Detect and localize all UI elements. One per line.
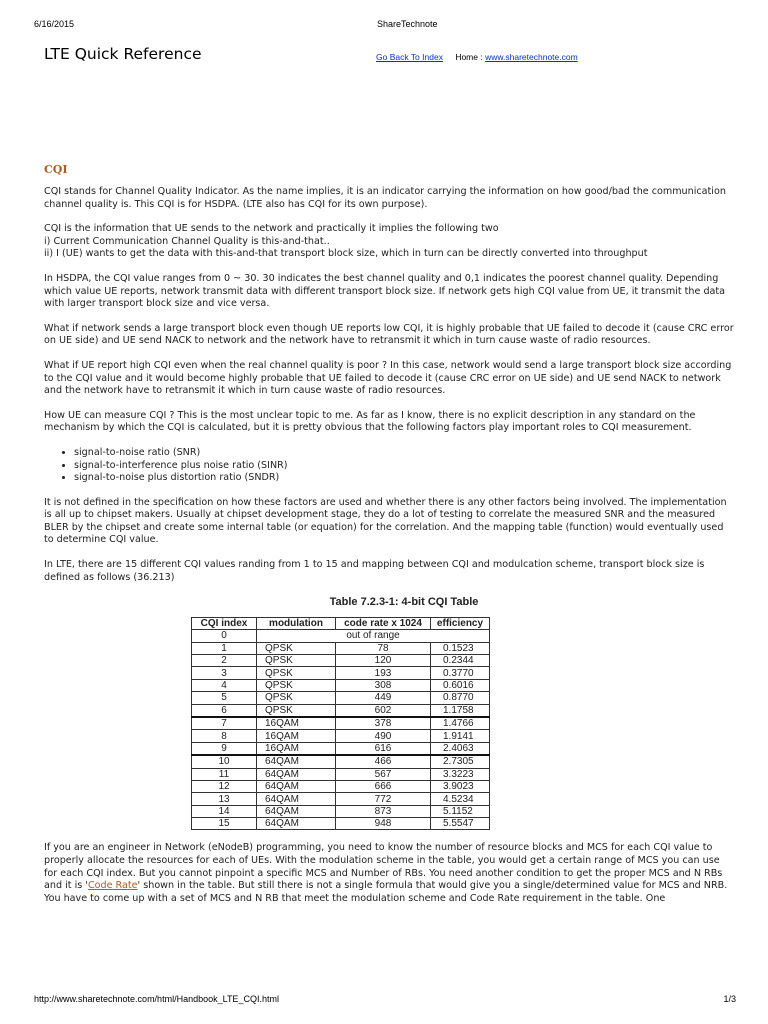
table-cell: 64QAM [257, 793, 336, 805]
paragraph-network-programming [44, 842, 734, 905]
table-cell: 449 [336, 692, 431, 704]
table-row [192, 805, 490, 817]
table-cell: 948 [336, 818, 431, 830]
table-cell: 7 [192, 717, 257, 730]
table-cell: 0 [192, 630, 257, 642]
table-cell: 9 [192, 742, 257, 755]
table-cell: 12 [192, 780, 257, 792]
table-cell: QPSK [257, 679, 336, 691]
table-cell: 3 [192, 667, 257, 679]
table-cell: 10 [192, 755, 257, 768]
table-cell: QPSK [257, 655, 336, 667]
table-cell: 4.5234 [431, 793, 490, 805]
table-cell: 3.9023 [431, 780, 490, 792]
column-header: CQI index [192, 617, 257, 629]
paragraph-lte-cqi: In LTE, there are 15 different CQI values randing from 1 to 15 and mapping between CQI and modulcation scheme, transport block size is defined as follows (36.213) [44, 559, 705, 583]
table-cell: 308 [336, 679, 431, 691]
table-cell: 873 [336, 805, 431, 817]
home-link[interactable]: www.sharetechnote.com [485, 52, 578, 62]
table-cell: 0.2344 [431, 655, 490, 667]
paragraph-implementation: It is not defined in the specification on how these factors are used and whether there is any other factors being involved. The implementation is all up to chipset makers. Usually at chipset development stage, they do a lot of testing to correlate the measured SNR and the measured BLER by the chipset and create some internal table (or equation) for the correlation. And the mapping table (function) would eventually used to determine CQI value. [44, 496, 727, 546]
table-row [192, 793, 490, 805]
table-cell: 14 [192, 805, 257, 817]
paragraph-low-cqi: What if network sends a large transport block even though UE reports low CQI, it is highly probable that UE failed to decode it (cause CRC error on UE side) and UE send NACK to network and the network have to retransmit it which in turn cause waste of radio resources. [44, 322, 734, 347]
table-cell: 2.7305 [431, 755, 490, 768]
table-cell: 1.1758 [431, 704, 490, 717]
table-row [192, 780, 490, 792]
table-row [192, 630, 490, 642]
back-to-index-link[interactable]: Go Back To Index [376, 52, 443, 62]
paragraph-implications [44, 223, 734, 261]
table-cell: 64QAM [257, 768, 336, 780]
table-cell: 120 [336, 655, 431, 667]
table-cell: 567 [336, 768, 431, 780]
page-title: LTE Quick Reference [44, 45, 202, 63]
table-cell: 8 [192, 730, 257, 742]
table-row [192, 692, 490, 704]
table-caption: Table 7.2.3-1: 4-bit CQI Table [329, 596, 479, 609]
table-row [192, 818, 490, 830]
table-cell: 616 [336, 742, 431, 755]
table-cell: 3.3223 [431, 768, 490, 780]
table-cell: 64QAM [257, 805, 336, 817]
table-cell: out of range [257, 630, 490, 642]
table-cell: 16QAM [257, 742, 336, 755]
table-cell: 0.1523 [431, 642, 490, 654]
table-cell: 0.8770 [431, 692, 490, 704]
table-row [192, 679, 490, 691]
print-footer [0, 994, 768, 1006]
table-cell: 1.9141 [431, 730, 490, 742]
text-segment: ' shown in the table. But still there is not a single formula that would give you a single/determined value for MCS and NRB. You have to come up with a set of MCS and N RB that meet the modulation scheme and Code Rate requirement in the table. One [44, 880, 728, 904]
table-header-row [192, 617, 490, 629]
paragraph-definition: CQI stands for Channel Quality Indicator. As the name implies, it is an indicator carrying the information on how good/bad the communication channel quality is. This CQI is for HSDPA. (LTE also has CQI for its own purpose). [44, 186, 726, 210]
table-row [192, 755, 490, 768]
table-cell: 64QAM [257, 780, 336, 792]
column-header: code rate x 1024 [336, 617, 431, 629]
table-cell: 2 [192, 655, 257, 667]
table-cell: 490 [336, 730, 431, 742]
table-cell: 0.3770 [431, 667, 490, 679]
table-cell: 2.4063 [431, 742, 490, 755]
table-row [192, 742, 490, 755]
table-cell: 78 [336, 642, 431, 654]
table-cell: 5 [192, 692, 257, 704]
print-header [0, 19, 768, 31]
table-cell: 193 [336, 667, 431, 679]
table-cell: 602 [336, 704, 431, 717]
table-cell: QPSK [257, 692, 336, 704]
article-body [44, 186, 734, 917]
column-header: modulation [257, 617, 336, 629]
table-cell: QPSK [257, 642, 336, 654]
table-cell: 16QAM [257, 717, 336, 730]
column-header: efficiency [431, 617, 490, 629]
cqi-table-figure [44, 596, 734, 830]
table-row [192, 642, 490, 654]
home-label: Home : [455, 52, 483, 62]
cqi-table [191, 617, 490, 831]
print-url: http://www.sharetechnote.com/html/Handbook_LTE_CQI.html [34, 994, 279, 1004]
paragraph-hsdpa-range: In HSDPA, the CQI value ranges from 0 ~ 30. 30 indicates the best channel quality and 0,1 indicates the poorest channel quality. Depending which value UE reports, network transmit data with different transport block size. If network gets high CQI value from UE, it transmit the data with larger transport block size and vice versa. [44, 272, 726, 310]
table-cell: 0.6016 [431, 679, 490, 691]
paragraph-high-cqi: What if UE report high CQI even when the real channel quality is poor ? In this case, network would send a large transport block size according to the CQI value and it would become highly probable that UE failed to decode it (cause CRC error on UE side) and UE send NACK to network and the network have to retransmit it which in turn cause waste of radio resources. [44, 359, 732, 397]
factor-list [44, 447, 734, 485]
print-date: 6/16/2015 [34, 19, 75, 29]
table-cell: 666 [336, 780, 431, 792]
table-cell: 1 [192, 642, 257, 654]
table-cell: 64QAM [257, 818, 336, 830]
table-row [192, 768, 490, 780]
table-cell: 6 [192, 704, 257, 717]
table-cell: 15 [192, 818, 257, 830]
table-cell: 5.5547 [431, 818, 490, 830]
table-cell: 378 [336, 717, 431, 730]
table-row [192, 717, 490, 730]
table-cell: 466 [336, 755, 431, 768]
table-row [192, 704, 490, 717]
text-segment: If you are an engineer in Network (eNodeB) programming, you need to know the number of resource blocks and MCS for each CQI value to properly allocate the resources for each of UEs. With the modulation scheme in the table, you would get a certain range of MCS you can use for each CQI index. But you cannot pinpoint a specific MCS and Number of RBs. You need another condition to get the proper MCS and N RBs and it is ' [44, 842, 723, 892]
top-links [376, 52, 578, 62]
table-cell: 4 [192, 679, 257, 691]
table-cell: 5.1152 [431, 805, 490, 817]
table-row [192, 667, 490, 679]
print-site-name: ShareTechnote [377, 19, 438, 29]
table-cell: QPSK [257, 704, 336, 717]
code-rate-link[interactable]: Code Rate [87, 880, 138, 892]
table-row [192, 655, 490, 667]
list-item: • signal-to-noise plus distortion ratio (SNDR) [74, 472, 734, 485]
table-cell: 772 [336, 793, 431, 805]
table-cell: 16QAM [257, 730, 336, 742]
implications-intro: CQI is the information that UE sends to the network and practically it implies the following two [44, 223, 499, 235]
table-cell: QPSK [257, 667, 336, 679]
paragraph-measurement: How UE can measure CQI ? This is the most unclear topic to me. As far as I know, there is no explicit description in any standard on the mechanism by which the CQI is calculated, but it is pretty obvious that the following factors play important roles to CQI measurement. [44, 409, 696, 434]
page-number: 1/3 [723, 994, 736, 1004]
list-item: • signal-to-noise ratio (SNR) [74, 447, 734, 460]
table-cell: 64QAM [257, 755, 336, 768]
table-cell: 1.4766 [431, 717, 490, 730]
table-row [192, 730, 490, 742]
list-item: • signal-to-interference plus noise ratio (SINR) [74, 460, 734, 473]
section-heading: CQI [44, 163, 68, 176]
table-cell: 13 [192, 793, 257, 805]
table-cell: 11 [192, 768, 257, 780]
implication-item-1: i) Current Communication Channel Quality is this-and-that.. [44, 235, 330, 247]
implication-item-2: ii) I (UE) wants to get the data with this-and-that transport block size, which in turn can be directly converted into throughput [44, 248, 648, 260]
